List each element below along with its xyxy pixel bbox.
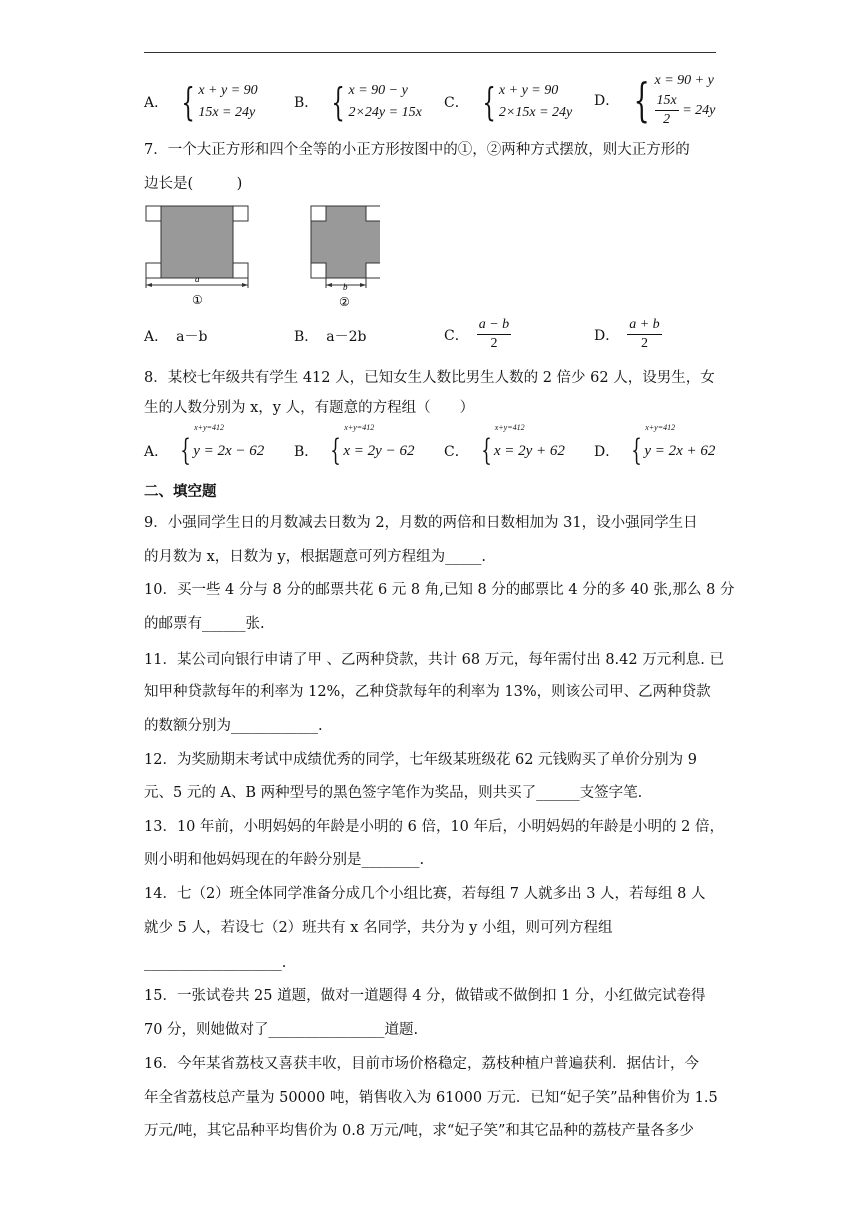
q11-text-line1: 11．某公司向银行申请了甲 、乙两种贷款，共计 68 万元，每年需付出 8.42 万元利息. 已 <box>144 652 724 668</box>
q11-text-line2: 知甲种贷款每年的利率为 12%，乙种贷款每年的利率为 13%，则该公司甲、乙两种贷款 <box>144 684 711 700</box>
q13-text-line1: 13．10 年前，小明妈妈的年龄是小明的 6 倍，10 年后，小明妈妈的年龄是小明的 2 倍， <box>144 819 724 835</box>
q8-text-line2: 生的人数分别为 x，y 人，有题意的方程组（ ） <box>144 400 475 416</box>
q14-text-line3: ___________________. <box>144 955 287 971</box>
q8-text-line1: 8．某校七年级共有学生 412 人，已知女生人数比男生人数的 2 倍少 62 人，设男生，女 <box>144 370 715 386</box>
q6-option-b[interactable]: B． { x = 90 − y 2×24y = 15x <box>294 80 422 124</box>
q13-text-line2: 则小明和他妈妈现在的年龄分别是________. <box>144 852 425 868</box>
q15-text-line1: 15．一张试卷共 25 道题，做对一道题得 4 分，做错或不做倒扣 1 分，小红做完试卷得 <box>144 988 706 1004</box>
q8-option-c[interactable]: C． { x+y=412 x = 2y + 62 <box>444 423 565 468</box>
figure-1 <box>146 206 248 307</box>
q6-option-c[interactable]: C． { x + y = 90 2×15x = 24y <box>444 80 573 124</box>
fig1-dim-label: a <box>195 274 200 284</box>
q16-text-line3: 万元/吨，其它品种平均售价为 0.8 万元/吨，求“妃子笑”和其它品种的荔枝产量各多少 <box>144 1123 694 1139</box>
fig2-dim-label: b <box>343 282 348 292</box>
q16-text-line2: 年全省荔枝总产量为 50000 吨，销售收入为 61000 万元．已知“妃子笑”品种售价为 1.5 <box>144 1090 718 1106</box>
q16-text-line1: 16．今年某省荔枝又喜获丰收，目前市场价格稳定，荔枝种植户普遍获利．据估计，今 <box>144 1056 699 1072</box>
q9-text-line1: 9．小强同学生日的月数减去日数为 2，月数的两倍和日数相加为 31，设小强同学生日 <box>144 515 698 531</box>
q7-option-c[interactable]: C． $\frac{a - b}{2}$ <box>444 317 510 351</box>
q9-text-line2: 的月数为 x，日数为 y，根据题意可列方程组为_____. <box>144 549 486 565</box>
q7-option-a[interactable]: A． a－b <box>144 329 208 345</box>
q10-text-line1: 10．买一些 4 分与 8 分的邮票共花 6 元 8 角,已知 8 分的邮票比 4 分的多 40 张,那么 8 分 <box>144 582 735 598</box>
q6-option-d[interactable]: D． { x = 90 + y $\frac{15x}{2}$ = 24y <box>594 72 716 127</box>
q7-text-line2: 边长是( ) <box>144 176 243 192</box>
q7-option-b[interactable]: B． a－2b <box>294 329 367 345</box>
q6-option-a[interactable]: A． { x + y = 90 15x = 24y <box>144 80 258 124</box>
q11-text-line3: 的数额分别为____________. <box>144 718 323 734</box>
q15-text-line2: 70 分，则她做对了________________道题. <box>144 1022 419 1038</box>
fig2-label: ② <box>339 295 350 309</box>
q12-text-line2: 元、5 元的 A、B 两种型号的黑色签字笔作为奖品，则共买了______支签字笔. <box>144 785 643 801</box>
q14-text-line1: 14．七（2）班全体同学准备分成几个小组比赛，若每组 7 人就多出 3 人，若每组 8 人 <box>144 886 706 902</box>
figure-2 <box>311 206 380 309</box>
fig1-label: ① <box>192 293 203 307</box>
header-rule <box>144 52 716 53</box>
q8-option-b[interactable]: B． { x+y=412 x = 2y − 62 <box>294 423 415 468</box>
q7-text-line1: 7．一个大正方形和四个全等的小正方形按图中的①，②两种方式摆放，则大正方形的 <box>144 142 690 158</box>
q8-option-d[interactable]: D． { x+y=412 y = 2x + 62 <box>594 423 716 468</box>
q10-text-line2: 的邮票有______张. <box>144 616 265 632</box>
q12-text-line1: 12．为奖励期末考试中成绩优秀的同学，七年级某班级花 62 元钱购买了单价分别为 9 <box>144 752 697 768</box>
section-title: 二、填空题 <box>144 484 217 500</box>
q7-figure <box>140 202 380 312</box>
q8-option-a[interactable]: A． { x+y=412 y = 2x − 62 <box>144 423 265 468</box>
q14-text-line2: 就少 5 人，若设七（2）班共有 x 名同学，共分为 y 小组，则可列方程组 <box>144 920 613 936</box>
q7-option-d[interactable]: D． $\frac{a + b}{2}$ <box>594 317 660 351</box>
